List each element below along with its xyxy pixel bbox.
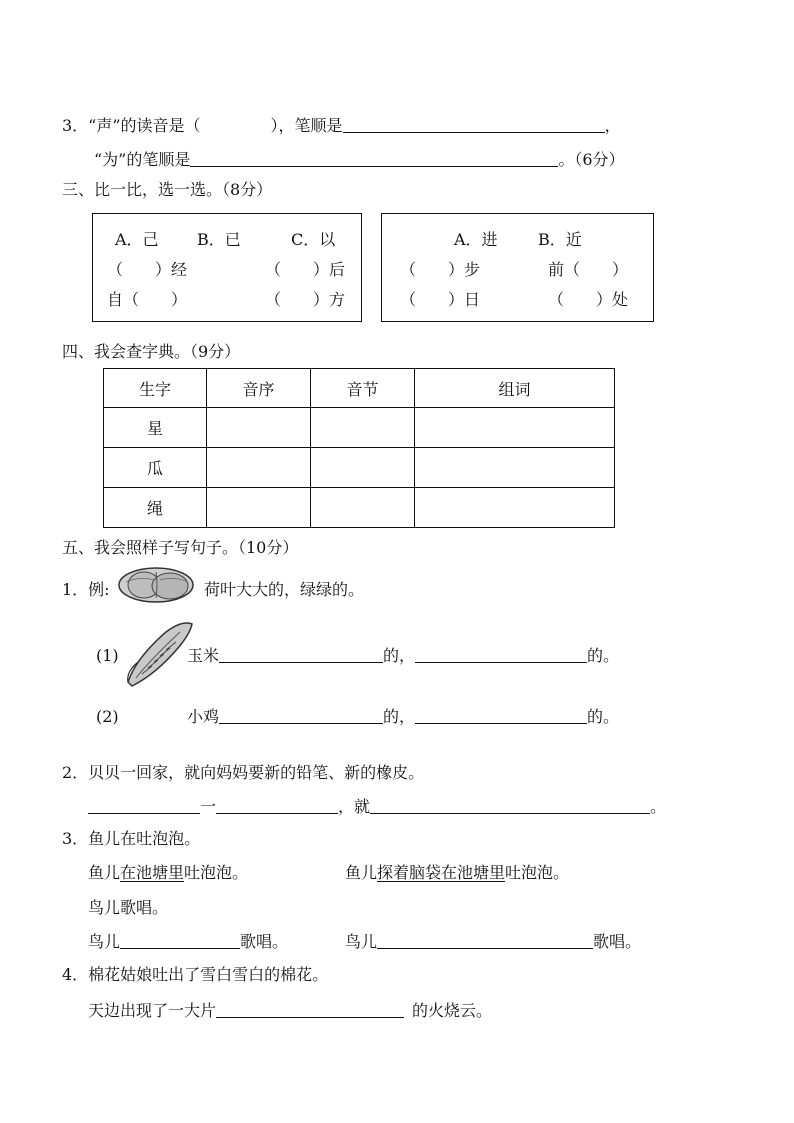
table-row	[104, 408, 615, 448]
example-sentence: 荷叶大大的，绿绿的。	[204, 580, 365, 599]
lotus-leaf-image	[116, 564, 196, 606]
option-b: B．近	[538, 230, 582, 249]
answer-cell[interactable]	[415, 488, 615, 528]
answer-cell[interactable]	[207, 408, 311, 448]
answer-blank[interactable]	[219, 646, 383, 663]
fill-item[interactable]: 自（ ）	[107, 290, 188, 309]
answer-blank[interactable]	[415, 707, 587, 724]
answer-cell[interactable]	[207, 488, 311, 528]
fill-item[interactable]: （ ）日	[400, 290, 481, 309]
fill-item[interactable]: 前（ ）	[548, 260, 629, 279]
header-cell: 音序	[207, 369, 311, 408]
header-cell: 音节	[311, 369, 415, 408]
exercise3-example-2: 鱼儿探着脑袋在池塘里吐泡泡。	[345, 863, 570, 882]
answer-cell[interactable]	[311, 448, 415, 488]
exercise4-fill: 天边出现了一大片 的火烧云。	[88, 1001, 493, 1020]
exercise3-example-1: 鱼儿在池塘里吐泡泡。	[88, 863, 249, 882]
fill-sentence-1: 玉米 的， 的。	[187, 646, 620, 665]
q3-line2: “为”的笔顺是 。（6分）	[94, 150, 625, 169]
answer-cell[interactable]	[311, 408, 415, 448]
answer-cell[interactable]	[415, 448, 615, 488]
fill-item[interactable]: （ ）步	[400, 260, 481, 279]
char-cell: 绳	[104, 488, 207, 528]
fill-item[interactable]: （ ）处	[548, 290, 629, 309]
answer-cell[interactable]	[415, 408, 615, 448]
fill-item[interactable]: （ ）经	[107, 260, 188, 279]
answer-blank[interactable]	[120, 932, 240, 949]
table-row	[104, 448, 615, 488]
dictionary-table	[103, 368, 615, 528]
compare-box-left	[92, 213, 362, 322]
exercise3-fill-2: 鸟儿 歌唱。	[345, 932, 642, 951]
char-cell: 星	[104, 408, 207, 448]
exercise3-sentence: 3．鱼儿在吐泡泡。	[62, 829, 201, 848]
exercise3-prompt: 鸟儿歌唱。	[88, 898, 169, 917]
example-label: 1．例:	[62, 580, 110, 599]
corn-image	[122, 618, 196, 688]
table-row	[104, 488, 615, 528]
header-cell: 组词	[415, 369, 615, 408]
exercise3-fill-1: 鸟儿 歌唱。	[88, 932, 289, 951]
answer-blank[interactable]	[370, 797, 650, 814]
answer-blank[interactable]	[216, 797, 338, 814]
answer-blank[interactable]	[88, 797, 200, 814]
exercise2-sentence: 2．贝贝一回家，就向妈妈要新的铅笔、新的橡皮。	[62, 763, 425, 782]
table-header-row	[104, 369, 615, 408]
option-a: A．己	[115, 230, 159, 249]
exercise4-sentence: 4．棉花姑娘吐出了雪白雪白的棉花。	[62, 965, 329, 984]
stroke-order-blank-2[interactable]	[190, 150, 558, 167]
fill-item[interactable]: （ ）后	[265, 260, 346, 279]
option-b: B．已	[197, 230, 241, 249]
option-c: C．以	[291, 230, 336, 249]
answer-blank[interactable]	[377, 932, 593, 949]
item-number: (2)	[96, 707, 119, 726]
section4-heading: 四、我会查字典。（9分）	[62, 342, 241, 361]
char-cell: 瓜	[104, 448, 207, 488]
stroke-order-blank-1[interactable]	[343, 116, 605, 133]
fill-item[interactable]: （ ）方	[265, 290, 346, 309]
q3-line1: 3．“声”的读音是（ ），笔顺是 ，	[62, 116, 621, 135]
item-number: (1)	[96, 646, 119, 665]
answer-cell[interactable]	[207, 448, 311, 488]
answer-blank[interactable]	[415, 646, 587, 663]
compare-box-right	[381, 213, 654, 322]
answer-cell[interactable]	[311, 488, 415, 528]
section3-heading: 三、比一比，选一选。（8分）	[62, 180, 273, 199]
answer-blank[interactable]	[219, 707, 383, 724]
option-a: A．进	[454, 230, 498, 249]
answer-blank[interactable]	[216, 1001, 404, 1018]
exercise2-fill: 一 ，就 。	[88, 797, 666, 817]
section5-heading: 五、我会照样子写句子。（10分）	[62, 538, 299, 557]
fill-sentence-2: 小鸡 的， 的。	[187, 707, 620, 726]
header-cell: 生字	[104, 369, 207, 408]
